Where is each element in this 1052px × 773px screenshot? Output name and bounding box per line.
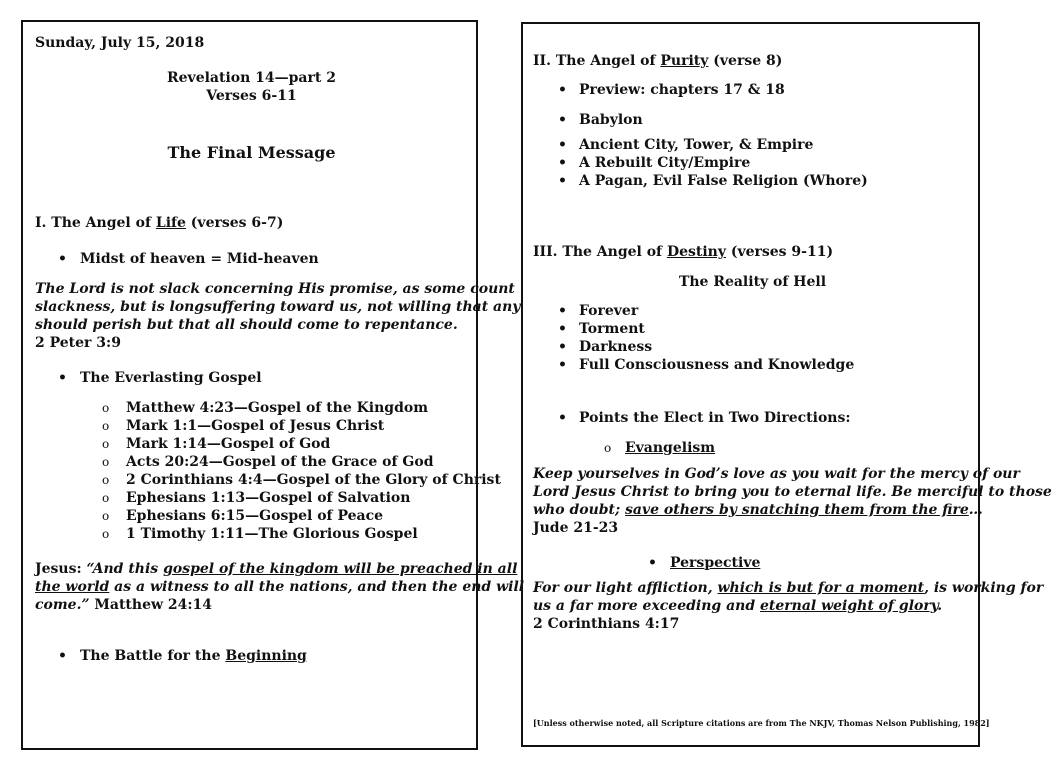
section-3-heading: III. The Angel of Destiny (verses 9-11) [533, 244, 834, 260]
bullet-battle: The Battle for the Beginning [80, 648, 307, 664]
jesus-quote-line: the world as a witness to all the nations, and then the end will [35, 579, 525, 595]
circle-bullet: o [102, 419, 110, 433]
circle-bullet: o [102, 455, 110, 469]
date: Sunday, July 15, 2018 [35, 35, 205, 51]
perspective-heading: Perspective [670, 555, 761, 571]
bullet: • [558, 112, 567, 128]
list-item: Acts 20:24—Gospel of the Grace of God [126, 454, 434, 470]
quote-line: slackness, but is longsuffering toward us, not willing that any [35, 299, 521, 315]
bullet: • [558, 82, 567, 98]
bullet: • [558, 339, 567, 355]
bullet: • [558, 410, 567, 426]
list-item: Torment [579, 321, 645, 337]
footnote: [Unless otherwise noted, all Scripture citations are from The NKJV, Thomas Nelson Publishing, 1982] [533, 718, 990, 728]
bullet-heaven: Midst of heaven = Mid-heaven [80, 251, 319, 267]
quote-line: The Lord is not slack concerning His promise, as some count [35, 281, 515, 297]
list-item: Full Consciousness and Knowledge [579, 357, 855, 373]
section-2-heading: II. The Angel of Purity (verse 8) [533, 53, 783, 69]
list-item: Darkness [579, 339, 653, 355]
right-panel [521, 22, 1052, 747]
circle-bullet: o [102, 509, 110, 523]
circle-bullet: o [102, 491, 110, 505]
list-item: Mark 1:1—Gospel of Jesus Christ [126, 418, 385, 434]
quote-line: us a far more exceeding and eternal weight of glory. [533, 598, 943, 614]
section-1-heading: I. The Angel of Life (verses 6-7) [35, 215, 284, 231]
bullet: • [558, 303, 567, 319]
list-item: Ephesians 1:13—Gospel of Salvation [126, 490, 411, 506]
bullet: • [648, 555, 657, 571]
list-item: A Rebuilt City/Empire [579, 155, 751, 171]
circle-bullet: o [102, 437, 110, 451]
quote-line: For our light affliction, which is but for a moment, is working for [533, 580, 1044, 596]
quote-line: who doubt; save others by snatching them from the fire… [533, 502, 983, 518]
list-item: Matthew 4:23—Gospel of the Kingdom [126, 400, 429, 416]
list-item: Mark 1:14—Gospel of God [126, 436, 331, 452]
passage: Revelation 14—part 2 [167, 70, 336, 86]
bullet: • [558, 357, 567, 373]
list-item: 1 Timothy 1:11—The Glorious Gospel [126, 526, 418, 542]
quote-line: should perish but that all should come to repentance. [35, 317, 458, 333]
bullet: • [58, 648, 67, 664]
reference: Jude 21-23 [533, 520, 619, 536]
list-item: 2 Corinthians 4:4—Gospel of the Glory of Christ [126, 472, 501, 488]
bullet-preview: Preview: chapters 17 & 18 [579, 82, 785, 98]
list-item: Forever [579, 303, 639, 319]
quote-line: Lord Jesus Christ to bring you to eternal life. Be merciful to those [533, 484, 1052, 500]
bullet: • [58, 251, 67, 267]
bullet-babylon: Babylon [579, 112, 643, 128]
jesus-quote-line: come.” Matthew 24:14 [35, 597, 213, 613]
bullet: • [558, 155, 567, 171]
page-title: The Final Message [167, 143, 336, 162]
bullet: • [58, 370, 67, 386]
circle-bullet: o [102, 527, 110, 541]
hell-title: The Reality of Hell [678, 274, 827, 290]
circle-bullet: o [102, 401, 110, 415]
evangelism-heading: Evangelism [625, 440, 716, 456]
bullet: • [558, 173, 567, 189]
circle-bullet: o [102, 473, 110, 487]
reference: 2 Corinthians 4:17 [533, 616, 680, 632]
list-item: A Pagan, Evil False Religion (Whore) [579, 173, 868, 189]
circle-bullet: o [604, 441, 612, 455]
reference: 2 Peter 3:9 [35, 335, 121, 351]
quote-line: Keep yourselves in God’s love as you wait for the mercy of our [533, 466, 1020, 482]
bullet: • [558, 137, 567, 153]
list-item: Ephesians 6:15—Gospel of Peace [126, 508, 384, 524]
list-item: Ancient City, Tower, & Empire [579, 137, 814, 153]
jesus-quote-line: Jesus: “And this gospel of the kingdom will be preached in all [35, 561, 518, 577]
bullet-everlasting-gospel: The Everlasting Gospel [80, 370, 262, 386]
left-panel [21, 20, 525, 750]
bullet: • [558, 321, 567, 337]
bullet-points: Points the Elect in Two Directions: [579, 410, 851, 426]
verses: Verses 6-11 [206, 88, 297, 104]
